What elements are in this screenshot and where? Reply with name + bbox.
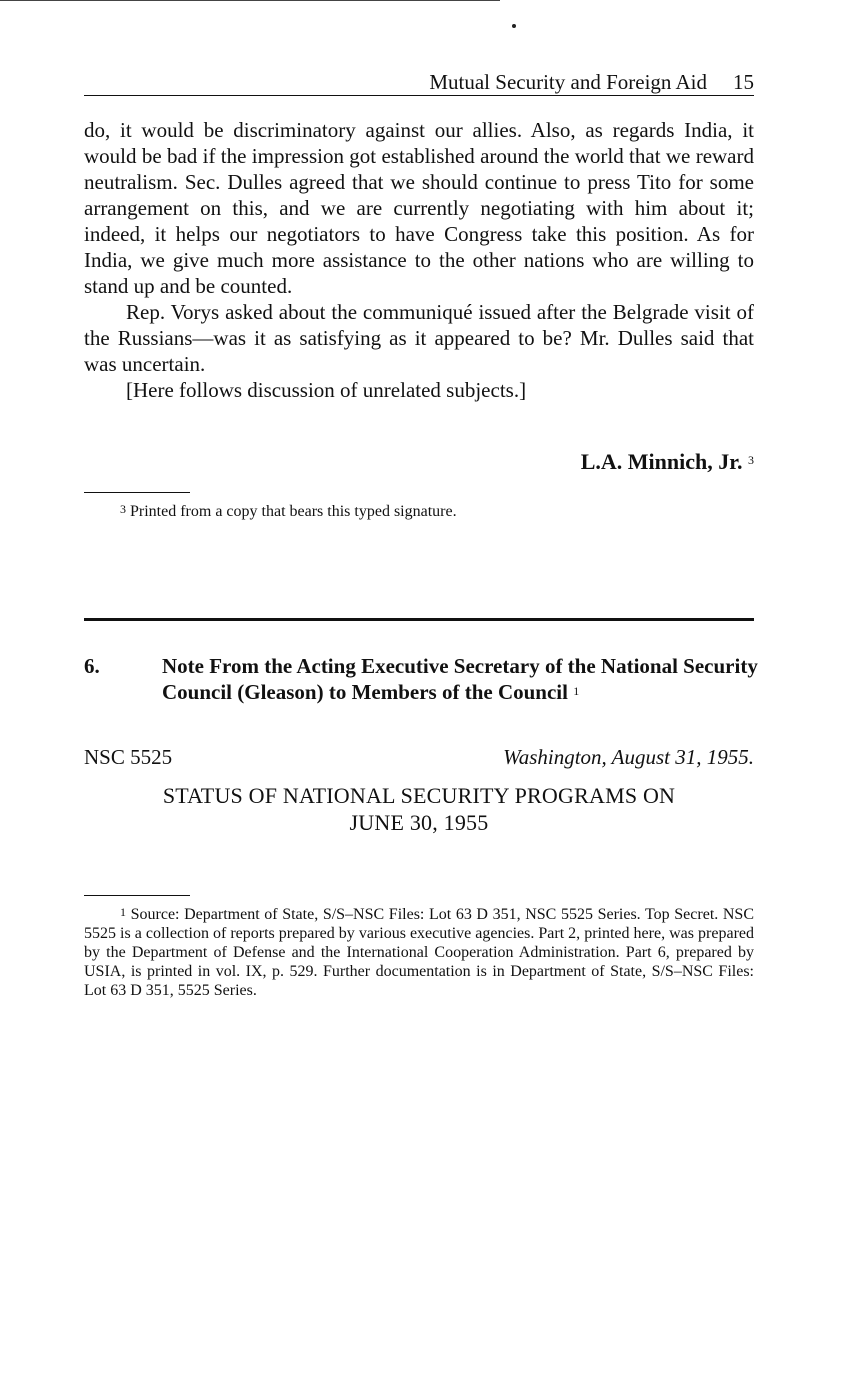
footnote-3-text: Printed from a copy that bears this typed signature.	[130, 503, 457, 520]
document-title-footnote-ref: 1	[573, 684, 580, 698]
document-number: 6.	[84, 654, 100, 678]
paragraph-continued: do, it would be discriminatory against our allies. Also, as regards India, it would be bad if the impression got established around the world that we reward neutralism. Sec. Dulles agreed that we should continue to press Tito for some arrangement on this, and we are currently negotiating with him about it; indeed, it helps our negotiators to have Congress take this position. As for India, we give much more assistance to the other nations who are willing to stand up and be counted.	[84, 118, 754, 298]
dateline: Washington, August 31, 1955.	[503, 745, 754, 769]
signature	[84, 449, 754, 475]
footnote-1-marker: 1	[120, 905, 126, 919]
footnote-1-text: Source: Department of State, S/S–NSC Files: Lot 63 D 351, NSC 5525 Series. Top Secret. NSC 5525 is a collection of reports prepared by various executive agencies. Part 2, printed here, was prepared by the Department of Defense and the International Cooperation Administration. Part 6, prepared by USIA, is printed in vol. IX, p. 529. Further documentation is in Department of State, S/S–NSC Files: Lot 63 D 351, 5525 Series.	[84, 906, 754, 999]
status-heading-line-1: STATUS OF NATIONAL SECURITY PROGRAMS ON	[162, 783, 676, 808]
paragraph-editorial-note: [Here follows discussion of unrelated subjects.]	[126, 378, 527, 402]
scan-dot	[512, 24, 516, 28]
footnote-1	[84, 905, 754, 1000]
document-title	[162, 653, 762, 705]
footnote-rule-2	[84, 895, 190, 896]
status-heading-line-2: JUNE 30, 1955	[349, 810, 489, 835]
status-heading	[84, 782, 754, 836]
body-text	[84, 117, 754, 403]
nsc-identifier: NSC 5525	[84, 745, 173, 769]
footnote-rule	[84, 492, 190, 493]
paragraph-vorys: Rep. Vorys asked about the communiqué issued after the Belgrade visit of the Russians—was it as satisfying as it appeared to be? Mr. Dulles said that was uncertain.	[84, 300, 754, 376]
running-head	[84, 70, 754, 96]
footnote-3	[84, 502, 754, 521]
signature-name: L.A. Minnich, Jr.	[580, 449, 743, 474]
scan-edge-line	[0, 0, 500, 1]
footnote-3-marker: 3	[120, 502, 126, 516]
running-head-title: Mutual Security and Foreign Aid	[429, 70, 707, 94]
signature-footnote-ref: 3	[748, 453, 754, 467]
section-divider	[84, 618, 754, 621]
document-title-text: Note From the Acting Executive Secretary of the National Security Council (Gleason) to Members of the Council	[162, 654, 758, 704]
page-number: 15	[733, 70, 754, 94]
